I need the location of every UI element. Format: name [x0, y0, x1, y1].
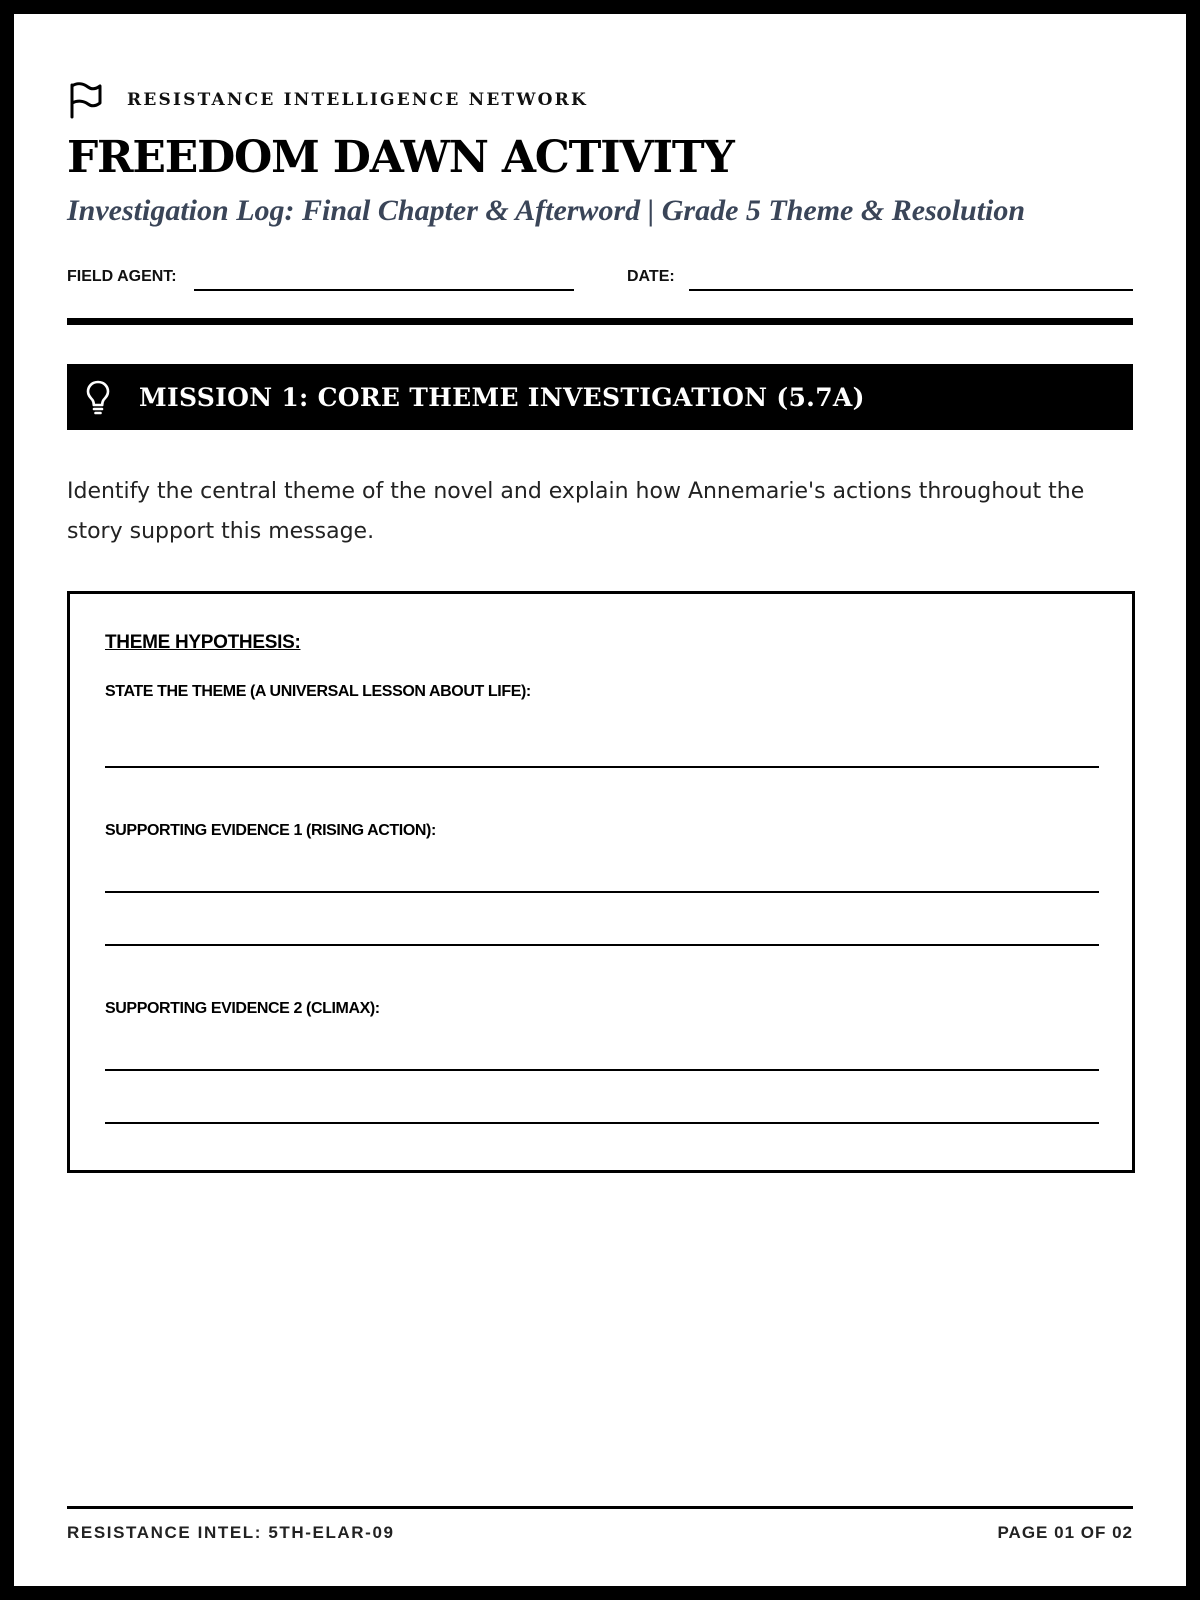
evidence-1-prompt: SUPPORTING EVIDENCE 1 (RISING ACTION): — [105, 822, 436, 839]
evidence-2-answer-line[interactable] — [105, 1069, 1099, 1071]
page-title: FREEDOM DAWN ACTIVITY — [67, 132, 734, 183]
evidence-2-answer-line[interactable] — [105, 1122, 1099, 1124]
field-agent-line[interactable] — [194, 289, 574, 291]
footer-divider — [67, 1506, 1133, 1509]
header-fields — [67, 264, 1133, 294]
evidence-1-answer-line[interactable] — [105, 891, 1099, 893]
org-name: RESISTANCE INTELLIGENCE NETWORK — [127, 90, 588, 110]
evidence-2-prompt: SUPPORTING EVIDENCE 2 (CLIMAX): — [105, 1000, 380, 1017]
worksheet-page — [14, 14, 1186, 1586]
page-subtitle: Investigation Log: Final Chapter & Afterword | Grade 5 Theme & Resolution — [67, 194, 1026, 227]
date-line[interactable] — [689, 289, 1133, 291]
mission-title: MISSION 1: CORE THEME INVESTIGATION (5.7A) — [139, 382, 865, 412]
theme-answer-line[interactable] — [105, 766, 1099, 768]
mission-instructions: Identify the central theme of the novel and explain how Annemarie's actions throughout the story support this message. — [67, 479, 1085, 544]
theme-hypothesis-box — [67, 591, 1135, 1173]
field-agent-label: FIELD AGENT: — [67, 268, 177, 285]
flag-icon — [67, 81, 103, 119]
theme-hypothesis-heading: THEME HYPOTHESIS: — [105, 632, 301, 653]
header-divider — [67, 318, 1133, 325]
theme-prompt: STATE THE THEME (A UNIVERSAL LESSON ABOUT LIFE): — [105, 683, 531, 700]
lightbulb-icon — [85, 379, 111, 415]
mission-header-bar — [67, 364, 1133, 430]
footer-doc-code: RESISTANCE INTEL: 5TH-ELAR-09 — [67, 1523, 395, 1542]
date-label: DATE: — [627, 268, 675, 285]
footer-page-number: PAGE 01 OF 02 — [997, 1523, 1133, 1542]
evidence-1-answer-line[interactable] — [105, 944, 1099, 946]
org-header — [67, 80, 588, 120]
